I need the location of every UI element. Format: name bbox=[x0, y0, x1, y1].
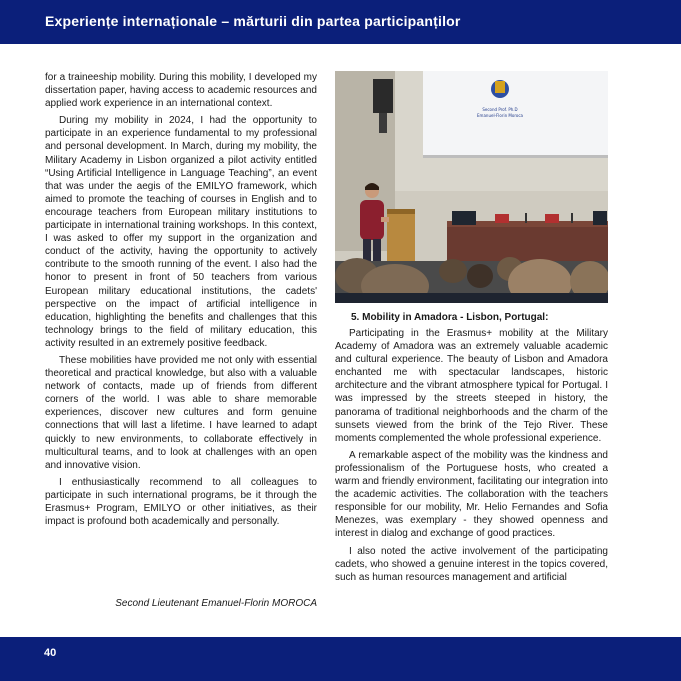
paragraph: Participating in the Erasmus+ mobility at the Military Academy of Amadora was an extremely valuable academic and cultural experience. The beauty of Lisbon and Amadora enchanted me with spectacular landscapes, historic architecture and the vibrant atmosphere typical for Portugal. I was impressed by the streets steeped in history, the panorama of traditional neighborhoods and the charm of the sunsets viewed from the brink of the Tejo River. These moments complemented the whole professional experience. bbox=[335, 328, 608, 444]
paragraph: I also noted the active involvement of the participating cadets, who showed a genuine interest in the topics covered, such as human resources management and artificial bbox=[335, 545, 608, 583]
right-column-text bbox=[335, 327, 608, 613]
footer-bar bbox=[0, 637, 681, 681]
section-heading: 5. Mobility in Amadora - Lisbon, Portugal: bbox=[351, 312, 549, 323]
paragraph: for a traineeship mobility. During this mobility, I developed my dissertation paper, having access to academic resources and applied work experience in an international context. bbox=[45, 72, 317, 110]
page-header-title: Experiențe internaționale – mărturii din partea participanților bbox=[45, 13, 461, 29]
paragraph: During my mobility in 2024, I had the opportunity to participate in an experience fundamental to my professional and personal development. In March, during my mobility, the Military Academy in Lisbon organized a pilot activity entitled “Using Artificial Intelligence in Language Teaching”, an event that was under the aegis of the EMILYO framework, which aimed to promote the teaching of courses in English and to encourage teachers from European military institutions to participate in international training workshops. In this context, I was asked to offer my support in the organization and conduct of the activity, having the opportunity to actively contribute to the smooth running of the event. I also had the honor to present in front of 50 teachers from various European military educational institutions, the cadets' perspective on the impact of artificial intelligence in education, highlighting the benefits and challenges that this technology brings to the field of military education, this activity resulted in an extremely positive feedback. bbox=[45, 115, 317, 349]
slide-title-line: Second Prof. Ph.D bbox=[482, 107, 518, 112]
paragraph: These mobilities have provided me not only with essential theoretical and practical knowledge, but also with a valuable network of contacts, made up of friends from different corners of the world. I was able to share memorable experiences, discover new cultures and form genuine connections that will last a lifetime. I have learned to adapt quickly to new environments, to collaborate effectively in multicultural teams, and to look at challenges with an open and innovative vision. bbox=[45, 354, 317, 471]
presentation-photo bbox=[335, 71, 608, 303]
slide-subtitle-line: Emanuel-Florin Moroca bbox=[477, 113, 523, 118]
author-signature: Second Lieutenant Emanuel-Florin MOROCA bbox=[115, 598, 317, 609]
paragraph: I enthusiastically recommend to all colleagues to participate in such international programs, be it through the Erasmus+ Program, EMILYO or other initiatives, as their impact is profound both academically and personally. bbox=[45, 476, 317, 528]
page-number: 40 bbox=[44, 647, 57, 659]
left-column-text bbox=[45, 71, 317, 581]
paragraph: A remarkable aspect of the mobility was the kindness and professionalism of the Portuguese hosts, who created a warm and friendly environment, facilitating our integration into the academic activities. The collaboration with the teachers responsible for our mobility, Mr. Helio Fernandes and Sofia Menezes, was exemplary - they showed openness and interest in dialog and exchange of good practices. bbox=[335, 449, 608, 540]
